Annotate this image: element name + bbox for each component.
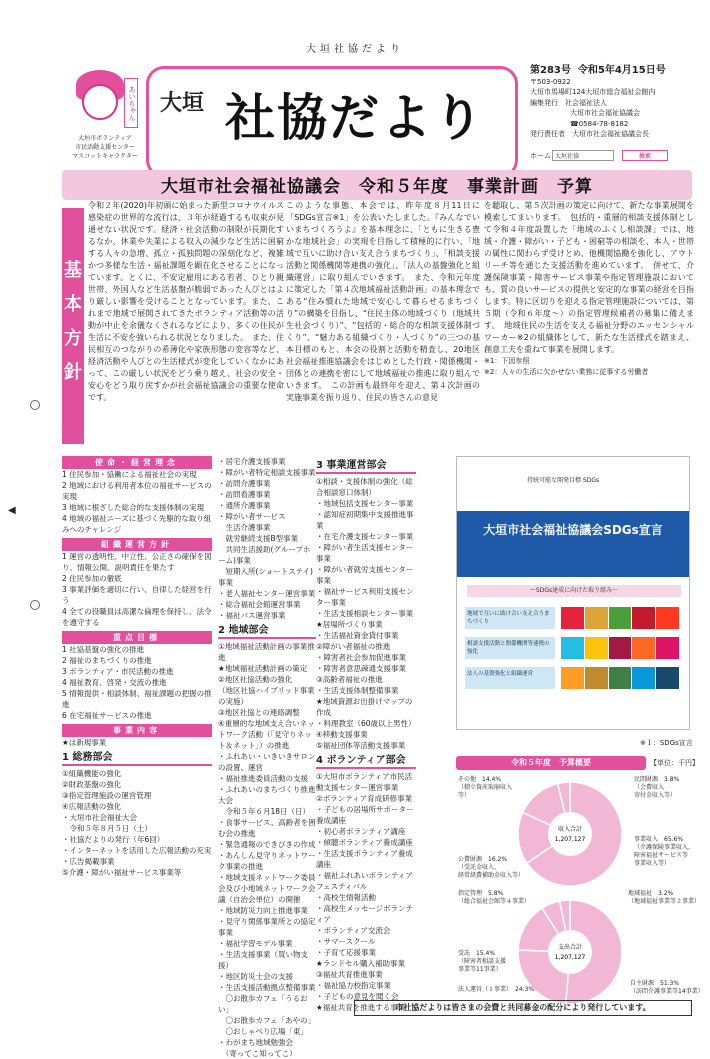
expense-label-designated: 指定管理 5.8% （総合福祉会館等４事業） [458, 890, 531, 905]
issue-date: 令和5年4月15日号 [577, 65, 666, 76]
priority-list [62, 644, 212, 721]
priority-heading: 重点目標 [62, 631, 212, 644]
publisher-label: 発行責任者 [530, 130, 565, 138]
mission-item: 4 地域の福祉ニーズに基づく先駆的な取り組みへのチャレンジ [62, 514, 212, 534]
mission-item: 3 地域に根ざした総合的な支援体制の実現 [62, 503, 205, 512]
operations-item: ・障害者意思疎通支援事業 [316, 664, 406, 673]
service-item: 就労継続支援B型事業 [218, 534, 299, 543]
newsletter-top-label: 大垣社協だより [306, 44, 404, 55]
pie-center-label: 収入合計 [557, 826, 583, 833]
mission-item: 1 住民参加・協働による福祉社会の実現 [62, 470, 197, 479]
middle-column [218, 456, 316, 1059]
volunteer-item: ②ボランティア育成研修事業 [316, 794, 413, 803]
income-pie-chart [510, 774, 630, 894]
volunteer-item: ・子育て応援事業 [316, 948, 376, 957]
org-policy-list [62, 551, 212, 628]
volunteer-item: ・子どもの意見を聞く会 [316, 992, 399, 1001]
community-item: ④重層的な地域支え合いネットワーク活動（「見守りネット＆ネット」）の推進 [218, 719, 315, 750]
expense-pie-chart [510, 892, 630, 1012]
volunteer-item: ・福祉協力校指定事業 [316, 981, 391, 990]
mascot-caption-line: マスコットキャラクター [72, 153, 138, 160]
service-item: ・障がい者特定相談支援事業 [218, 468, 316, 477]
sdgs-banner: ～SDGs達成に向けた取り組み～ [467, 585, 681, 597]
volunteer-item: ・ボランティア交流会 [316, 926, 391, 935]
community-item: ・あんしん見守りネットワーク事業の推進 [218, 851, 316, 871]
general-affairs-item: ・大垣市社会福祉大会 [62, 813, 137, 822]
note-1: ※1：下図参照 [484, 357, 530, 365]
dept-general-affairs: 1 総務部会 [62, 752, 212, 766]
punch-hole [30, 400, 40, 410]
operations-item: ⑤福祉団体等活動支援事業 [316, 741, 406, 750]
sdgs-declaration-image [456, 456, 690, 730]
mascot-image [76, 70, 124, 132]
community-item: 〇お散歩カフェ「うるおい」 [218, 994, 308, 1014]
priority-item: 5 情報提供・相談体制、福祉課題の把握の推進 [62, 689, 212, 709]
general-affairs-list [62, 768, 212, 878]
budget-heading: 令和５年度 予算概要 [456, 756, 646, 770]
sdgs-title: 大垣市社会福祉協議会SDGs宣言 [457, 511, 689, 577]
middle-column-2 [316, 456, 416, 1013]
sdgs-row: 法人の基盤強化と組織運営 [465, 667, 555, 689]
editor: 社会福祉法人 [565, 98, 607, 107]
operations-item: ★居場所づくり事業 [316, 620, 383, 629]
general-affairs-item: ⑤介護・障がい福祉サービス事業等 [62, 868, 182, 877]
punch-hole [30, 600, 40, 610]
publisher: 大垣市社会福祉協議会長 [572, 130, 649, 138]
operations-item: ③高齢者福祉の推進 [316, 675, 383, 684]
search-button[interactable]: 検索 [622, 150, 668, 161]
mascot-caption-line: 市民活動支援センター [75, 144, 135, 151]
org-name: 大垣市社会福祉協議会 [570, 109, 640, 117]
intro-column-3 [484, 200, 694, 378]
general-affairs-item: 令和５年８月５日（土） [62, 824, 152, 833]
general-affairs-item: ①組織機能の強化 [62, 769, 122, 778]
general-affairs-item: ・広告掲載事業 [62, 857, 115, 866]
volunteer-item: ★ランドセル購入補助事業 [316, 959, 405, 968]
intro-column-3-text: を聴取し、第５次計画の策定に向けて、新たな事業展開を模索してまいります。 包括的・重層的相談支援体制として令和４年度設置した「地域のふくし相談課」では、地域・介護・障がい・子ども・困窮等の相談を、本人・世帯の属性に関わらず受けとめ、他機関協働を強化し、アウトリーチ等を通じた支援活動を進めています。 併せて、介護保険事業・障害サービス事業や指定管理施設においても、質の良いサービスの提供と安定的な事業の経営を目指します。特に区切りを迎える指定管理施設については、第５期（令和６年度〜）の指定管理候補者の募集に備えます。 地域住民の生活を支える福祉分野のエッセンシャルワーカー※2の組織体として、新たな生活様式を踏まえ、創意工夫を重ねて事業を展開します。 [484, 201, 694, 354]
org-policy-item: 3 事業評価を適切に行い、自律した経営を行う [62, 585, 212, 605]
community-item: 〇お散歩カフェ「あやの」 [218, 1016, 316, 1025]
intro-column-1: 令和２年(2020)年初頭に始まった新型コロナウイルス感染症の世界的な流行は、３年が経過するも収束が見通せない状況です。経済・社会活動の制限が長期化するなか、休業や失業による収入の減少など生活に困窮する人々の急増、孤立・孤独問題の深刻化など、複雑かつ多様な生活・福祉課題を顕在化させることになっています。とくに、不安定雇用にある若者、ひとり親世帯、外国人など生活基盤が脆弱であった人びとはより厳しい影響を受けることとなっています。また、これまで地域で展開されてきたボランティア活動等の活動が中止を余儀なくされるなどにより、多くの住民が生活に不安を強いられる状況となりました。 また、住民相互のつながりの希薄化や家族形態の変容等など、経済活動や人びとの生活様式が変化していくなかにあって、この厳しい状況をどう乗り越え、社会の安全・安心をどう取り戻すかが社会福祉協議会の重要な使命です。 [88, 201, 284, 402]
volunteer-item: ・高校生メッセージボランティア [316, 904, 414, 924]
issue-info [530, 66, 690, 140]
dept-community: 2 地域部会 [218, 625, 316, 639]
service-item: 生活介護事業 [218, 523, 271, 532]
fold-mark-icon: ◀ [8, 505, 16, 516]
pie-center-label: 支出合計 [557, 944, 583, 951]
community-item: ・わがまち地域勉強会 [218, 1038, 293, 1047]
basic-policy-heading: 基本方針 [62, 208, 84, 444]
volunteer-item: ・サマースクール [316, 937, 376, 946]
service-item: ・福祉バス運営事業 [218, 611, 286, 620]
sdgs-row: 地域で互いに助け合い支え合うまちづくり [465, 607, 555, 629]
community-item: ・地域防災力向上推進事業 [218, 906, 308, 915]
mascot-name-tag: あいちゃん [124, 78, 138, 128]
sdgs-top [457, 457, 689, 517]
sdgs-caption: ※１：SDGs宣言 [640, 739, 693, 747]
volunteer-list [316, 771, 416, 1013]
community-item: ・生活支援活動拠点整備事業 [218, 983, 316, 992]
budget-unit: 【単位：千円】 [650, 759, 699, 767]
left-column [62, 456, 212, 878]
operations-item: ・生活支援体制整備事業 [316, 686, 399, 695]
operations-item: ・在宅介護支援センター事業 [316, 532, 414, 541]
operations-item: ・障害者社会参加促進事業 [316, 653, 406, 662]
expense-label-community: 地域福祉 3.2% （地域福祉事業等２事業） [628, 890, 701, 905]
service-item: ・総合福祉会館運営事業 [218, 600, 301, 609]
new-note: ★は新規事業 [62, 738, 107, 747]
service-item: ・老人福祉センター運営事業 [218, 589, 316, 598]
service-item: ・障がい者サービス [218, 512, 286, 521]
volunteer-item: ・子どもの居場所サポーター養成講座 [316, 805, 414, 825]
operations-item: ・障がい者就労支援センター事業 [316, 565, 414, 585]
priority-item: 3 ボランティア・市民活動の推進 [62, 667, 174, 676]
pie-center-label: 1,207,127 [554, 836, 586, 843]
general-affairs-item: ・インターネットを活用した広報活動の充実 [62, 846, 212, 855]
operations-item: ②障がい者福祉の推進 [316, 642, 391, 651]
mascot-caption [62, 134, 148, 161]
community-item: ・地区防災士会の支援 [218, 972, 293, 981]
general-affairs-item: ・社協だよりの発行（年6回） [62, 835, 165, 844]
note-2: ※2：人々の生活に欠かせない業務に従事する労働者 [484, 368, 649, 376]
community-item: ・緊急通報のできびきの作成 [218, 840, 316, 849]
sdgs-small: 持続可能な開発目標 SDGs [527, 477, 600, 484]
search-label: ホーム [530, 152, 551, 160]
masthead-title: 社協だより [225, 88, 485, 147]
mission-heading: 使命・経営理念 [62, 456, 212, 469]
service-item: ・訪問看護事業 [218, 490, 271, 499]
postal-code: 〒503-0922 [530, 77, 571, 86]
expense-label-contract: 受託 15.4% （障害者相談支援 事業等11事業） [458, 950, 507, 973]
general-affairs-item: ④広報活動の強化 [62, 802, 122, 811]
masthead-city: 大垣 [160, 91, 205, 116]
org-policy-heading: 組織運営方針 [62, 538, 212, 551]
volunteer-item: ★福祉共育を推進する事業 [316, 1003, 406, 1012]
mission-item: 2 地域における利用者本位の福祉サービスの実現 [62, 481, 212, 501]
income-label-other: その他 14.4% （積立資産取崩収入等） [458, 776, 513, 799]
mission-list [62, 469, 212, 535]
community-item: ・食事サービス、高齢者を囲む会の推進 [218, 818, 316, 838]
volunteer-item: ・初心者ボランティア講座 [316, 827, 406, 836]
pie-center [548, 930, 592, 974]
priority-item: 4 福祉教育、啓発・交流の推進 [62, 678, 167, 687]
volunteer-item: ・傾聴ボランティア養成講座 [316, 838, 413, 847]
volunteer-item: ①大垣市ボランティア市民活動支援センター運営事業 [316, 772, 413, 792]
service-item: ・居宅介護支援事業 [218, 457, 286, 466]
general-affairs-item: ②財政基盤の強化 [62, 780, 122, 789]
intro-column-2: このような事態、本会では、昨年度８月11日に「SDGs宣言※1」を公表いたしました。『みんなでいいまちづくろうよ』を基本理念に、「ともに生きる豊かな地域社会」の実現を目指して積極的に行い、「地域で互いに助け合い支え合うまちづくり」、「相談支援活動と関係機関等連携の強化」、「法人の基盤強化と組織運営」に取り組んでいきます。 また、令和元年度に策定した「第４次地域福祉活動計画」の基本理念である“住み慣れた地域で安心して暮らせるまちづくり”の構築を目指し、“住民主体の地域づくり（地域共生社会づくり）”、“包括的・総合的な相談支援体制づくり”、“魅力ある組織づくり・人づくり”の三つの基本目標のもと、本会の役割と活動を精査し、20地区社会福祉推進協議会をはじめとした行政・関係機関・団体との連携を密にして地域福祉の推進に取り組んでいきます。 この計画も最終年を迎え、第４次計画の実施事業を振り返り、住民の皆さんの意見 [286, 201, 480, 402]
operations-item: ・認知症初期集中支援推進事業 [316, 510, 414, 530]
priority-item: 1 社協基盤の強化の推進 [62, 645, 145, 654]
search-widget [530, 146, 690, 166]
volunteer-item: ・高校生情報活動 [316, 893, 376, 902]
community-item: ・見守り関係事業所との協定事業 [218, 917, 316, 937]
community-item: ・ふれあいのまちづくり推進大会 [218, 785, 316, 805]
community-item: ・福祉学習モデル事業 [218, 939, 293, 948]
operations-item: ①相談・支援体制の強化（総合相談窓口体制） [316, 477, 413, 497]
service-item: 短期入所(ショートステイ)事業 [218, 567, 313, 587]
service-item: ・通所介護事業 [218, 501, 271, 510]
sdgs-row: 相談支援活動と関係機関等連携の強化 [465, 637, 555, 659]
priority-item: 6 在宅福祉サービスの推進 [62, 711, 152, 720]
service-list [218, 456, 316, 621]
footer-note: 市社協だよりは皆さまの会費と共同募金の配分により発行しています。 [354, 1000, 692, 1016]
org-policy-item: 2 住民参加の徹底 [62, 574, 122, 583]
operations-item: ④移動支援事業 [316, 730, 368, 739]
pie-center-label: 1,207,127 [554, 954, 586, 961]
service-item: 共同生活援助(グループホーム)事業 [218, 545, 311, 565]
volunteer-item: ③福祉共育推進事業 [316, 970, 383, 979]
pie-center [548, 812, 592, 856]
operations-list [316, 476, 416, 751]
community-item: 令和５年６月18日（日） [218, 807, 311, 816]
dept-volunteer: 4 ボランティア部会 [316, 755, 416, 769]
priority-item: 2 福祉のまちづくりの推進 [62, 656, 152, 665]
org-policy-item: 4 全ての役職員は高潔な倫理を保持し、法令を遵守する [62, 607, 212, 627]
org-policy-item: 1 運営の透明性、中立性、公正さの確保を図り、情報公開、説明責任を果たす [62, 552, 212, 572]
operations-item: ・生活支援相談センター事業 [316, 609, 414, 618]
operations-item: ・料理教室（60歳以上男性） [316, 719, 416, 728]
community-item: ・生活支援事業（買い物支援） [218, 950, 308, 970]
community-item: （寄ってこ知ってこ） [218, 1049, 297, 1058]
community-item: ③地区社協との連絡調整 [218, 708, 300, 717]
expense-label-corporate: 法人運営（１事業） 24.3% [458, 986, 535, 993]
dept-operations: 3 事業運営部会 [316, 460, 416, 474]
business-heading: 事業内容 [62, 724, 212, 737]
sdgs-goal-icons [561, 637, 679, 659]
community-item: 〇おしゃべり広場「東」 [218, 1027, 308, 1036]
operations-item: ・地域包括支援センター事業 [316, 499, 414, 508]
operations-item: ・生活福祉資金貸付事業 [316, 631, 399, 640]
community-item: ・地域支援ネットワーク委員会及び小地域ネットワーク会議（自治会単位）の開催 [218, 873, 316, 904]
general-affairs-item: ③指定管理施設の運営管理 [62, 791, 152, 800]
community-item: ・福祉推進委員活動の支援 [218, 774, 308, 783]
address: 大垣市馬場町124大垣市総合福祉会館内 [530, 88, 656, 96]
sdgs-goal-icons [561, 607, 679, 629]
sdgs-goal-icons [561, 667, 679, 689]
community-list [218, 641, 316, 1059]
issue-number: 第283号 [530, 65, 571, 76]
telephone: ☎0584-78-8182 [570, 119, 629, 128]
service-item: ・訪問介護事業 [218, 479, 271, 488]
income-label-public: 公費財源 16.2% （受託金収入、 経常経費補助金収入等） [458, 856, 525, 879]
community-item: ・ふれあい・いきいきサロンの設置、運営 [218, 752, 316, 772]
community-item: ②地区社協活動の強化 [218, 675, 293, 684]
mascot-caption-line: 大垣市ボランティア [78, 135, 132, 142]
operations-item: ・障がい者生活支援センター事業 [316, 543, 414, 563]
income-label-private: 民間財源 3.8% （会費収入 寄付金収入等） [634, 776, 680, 799]
community-item: （地区社協ハイブリッド事業の実施） [218, 686, 315, 706]
volunteer-item: ・生活支援ボランティア養成講座 [316, 849, 413, 869]
search-input[interactable]: 大垣社協 [552, 150, 614, 161]
headline: 大垣市社会福祉協議会 令和５年度 事業計画 予算 [161, 177, 593, 197]
community-item: ★地域福祉活動計画の策定 [218, 664, 308, 673]
volunteer-item: ・福祉ふれあいボランティアフェスティバル [316, 871, 413, 891]
community-item: ①地域福祉活動計画の事業推進 [218, 642, 315, 662]
operations-item: ★地域資源お出掛けマップの作成 [316, 697, 413, 717]
operations-item: ・福祉サービス利用支援センター事業 [316, 587, 414, 607]
expense-label-own: 自主財源 51.3% （訪問介護事業等14事業） [630, 980, 704, 995]
income-label-business: 事業収入 65.6% （介護保険事業収入、 障害福祉サービス等 事業収入等） [634, 836, 695, 867]
editor-label: 編集発行 [530, 98, 558, 107]
